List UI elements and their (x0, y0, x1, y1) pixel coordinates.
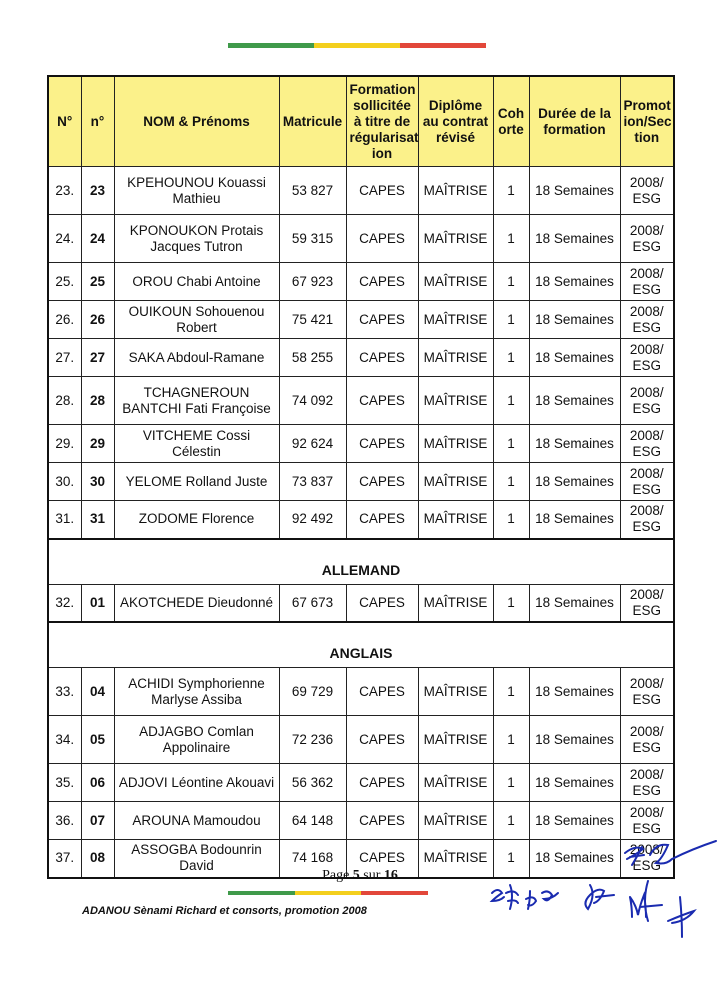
cell-diplome: MAÎTRISE (418, 463, 493, 501)
table-row (48, 339, 674, 377)
cell-duree: 18 Semaines (529, 463, 620, 501)
section-anglais (48, 622, 674, 668)
cell-formation: CAPES (346, 167, 418, 215)
cell-matricule: 59 315 (279, 215, 346, 263)
cell-n-global: 31. (48, 501, 81, 539)
cell-formation: CAPES (346, 501, 418, 539)
cell-n-global: 23. (48, 167, 81, 215)
cell-n-global: 34. (48, 716, 81, 764)
cell-n-local: 08 (81, 840, 114, 878)
cell-formation: CAPES (346, 584, 418, 622)
cell-promotion: 2008/ ESG (620, 215, 674, 263)
cell-promotion: 2008/ ESG (620, 840, 674, 878)
header-diplome: Diplôme au contrat révisé (418, 76, 493, 167)
cell-duree: 18 Semaines (529, 215, 620, 263)
cell-cohorte: 1 (493, 167, 529, 215)
cell-n-global: 24. (48, 215, 81, 263)
cell-formation: CAPES (346, 301, 418, 339)
page-total: 16 (383, 868, 398, 883)
cell-promotion: 2008/ ESG (620, 301, 674, 339)
cell-diplome: MAÎTRISE (418, 584, 493, 622)
cell-promotion: 2008/ ESG (620, 802, 674, 840)
cell-n-local: 25 (81, 263, 114, 301)
cell-duree: 18 Semaines (529, 301, 620, 339)
cell-duree: 18 Semaines (529, 425, 620, 463)
cell-n-global: 27. (48, 339, 81, 377)
footer-author: ADANOU Sènami Richard et consorts, promotion 2008 (82, 905, 367, 917)
cell-matricule: 92 624 (279, 425, 346, 463)
cell-cohorte: 1 (493, 377, 529, 425)
cell-diplome: MAÎTRISE (418, 668, 493, 716)
table-row (48, 377, 674, 425)
cell-n-local: 28 (81, 377, 114, 425)
cell-matricule: 72 236 (279, 716, 346, 764)
cell-n-global: 33. (48, 668, 81, 716)
cell-promotion: 2008/ ESG (620, 584, 674, 622)
cell-n-local: 29 (81, 425, 114, 463)
cell-name: AROUNA Mamoudou (114, 802, 279, 840)
cell-duree: 18 Semaines (529, 716, 620, 764)
cell-matricule: 58 255 (279, 339, 346, 377)
cell-n-local: 05 (81, 716, 114, 764)
table-row (48, 501, 674, 539)
cell-cohorte: 1 (493, 584, 529, 622)
table-body-group-a (48, 167, 674, 539)
cell-n-local: 06 (81, 764, 114, 802)
cell-cohorte: 1 (493, 425, 529, 463)
cell-name: ADJOVI Léontine Akouavi (114, 764, 279, 802)
cell-n-local: 26 (81, 301, 114, 339)
cell-cohorte: 1 (493, 463, 529, 501)
table-row (48, 263, 674, 301)
page-prefix: Page (322, 868, 353, 883)
cell-promotion: 2008/ ESG (620, 263, 674, 301)
cell-n-global: 26. (48, 301, 81, 339)
cell-cohorte: 1 (493, 301, 529, 339)
cell-duree: 18 Semaines (529, 167, 620, 215)
table-row (48, 463, 674, 501)
cell-formation: CAPES (346, 263, 418, 301)
cell-formation: CAPES (346, 668, 418, 716)
cell-cohorte: 1 (493, 263, 529, 301)
cell-n-local: 27 (81, 339, 114, 377)
cell-name: OROU Chabi Antoine (114, 263, 279, 301)
table-row (48, 716, 674, 764)
cell-formation: CAPES (346, 802, 418, 840)
cell-name: ASSOGBA Bodounrin David (114, 840, 279, 878)
cell-name: VITCHEME Cossi Célestin (114, 425, 279, 463)
cell-cohorte: 1 (493, 668, 529, 716)
cell-formation: CAPES (346, 716, 418, 764)
cell-name: YELOME Rolland Juste (114, 463, 279, 501)
cell-cohorte: 1 (493, 501, 529, 539)
cell-diplome: MAÎTRISE (418, 301, 493, 339)
cell-name: ZODOME Florence (114, 501, 279, 539)
table-row (48, 215, 674, 263)
cell-diplome: MAÎTRISE (418, 339, 493, 377)
cell-n-local: 30 (81, 463, 114, 501)
cell-n-local: 01 (81, 584, 114, 622)
cell-name: KPONOUKON Protais Jacques Tutron (114, 215, 279, 263)
flag-color-bar-bottom (228, 891, 428, 895)
header-n-global: N° (48, 76, 81, 167)
cell-promotion: 2008/ ESG (620, 764, 674, 802)
cell-duree: 18 Semaines (529, 802, 620, 840)
table-row (48, 584, 674, 622)
cell-matricule: 73 837 (279, 463, 346, 501)
cell-formation: CAPES (346, 339, 418, 377)
page-current: 5 (352, 868, 360, 883)
flag-red-stripe (400, 43, 486, 48)
cell-n-local: 07 (81, 802, 114, 840)
header-formation: Formation sollicitée à titre de régularisat ion (346, 76, 418, 167)
cell-duree: 18 Semaines (529, 263, 620, 301)
cell-diplome: MAÎTRISE (418, 425, 493, 463)
header-n-local: n° (81, 76, 114, 167)
cell-duree: 18 Semaines (529, 377, 620, 425)
cell-name: KPEHOUNOU Kouassi Mathieu (114, 167, 279, 215)
flag-green-stripe (228, 43, 314, 48)
header-matricule: Matricule (279, 76, 346, 167)
cell-promotion: 2008/ ESG (620, 167, 674, 215)
cell-diplome: MAÎTRISE (418, 377, 493, 425)
cell-formation: CAPES (346, 425, 418, 463)
cell-name: AKOTCHEDE Dieudonné (114, 584, 279, 622)
cell-n-global: 37. (48, 840, 81, 878)
cell-n-local: 24 (81, 215, 114, 263)
cell-formation: CAPES (346, 215, 418, 263)
cell-diplome: MAÎTRISE (418, 167, 493, 215)
cell-matricule: 92 492 (279, 501, 346, 539)
flag-yellow-stripe (295, 891, 362, 895)
cell-cohorte: 1 (493, 764, 529, 802)
section-title-allemand: ALLEMAND (48, 539, 674, 585)
cell-n-global: 32. (48, 584, 81, 622)
cell-promotion: 2008/ ESG (620, 463, 674, 501)
cell-diplome: MAÎTRISE (418, 716, 493, 764)
cell-name: ACHIDI Symphorienne Marlyse Assiba (114, 668, 279, 716)
cell-diplome: MAÎTRISE (418, 215, 493, 263)
cell-diplome: MAÎTRISE (418, 764, 493, 802)
cell-promotion: 2008/ ESG (620, 425, 674, 463)
flag-red-stripe (361, 891, 428, 895)
cell-diplome: MAÎTRISE (418, 263, 493, 301)
cell-promotion: 2008/ ESG (620, 339, 674, 377)
cell-matricule: 74 168 (279, 840, 346, 878)
beneficiaries-table (47, 75, 675, 879)
table-row (48, 301, 674, 339)
table-header-row (48, 76, 674, 167)
cell-duree: 18 Semaines (529, 339, 620, 377)
cell-matricule: 56 362 (279, 764, 346, 802)
cell-name: TCHAGNEROUN BANTCHI Fati Françoise (114, 377, 279, 425)
cell-duree: 18 Semaines (529, 668, 620, 716)
cell-cohorte: 1 (493, 802, 529, 840)
table-row (48, 764, 674, 802)
table-row (48, 802, 674, 840)
header-name: NOM & Prénoms (114, 76, 279, 167)
cell-n-global: 35. (48, 764, 81, 802)
cell-matricule: 67 673 (279, 584, 346, 622)
cell-formation: CAPES (346, 463, 418, 501)
cell-cohorte: 1 (493, 840, 529, 878)
cell-formation: CAPES (346, 840, 418, 878)
cell-n-global: 25. (48, 263, 81, 301)
cell-duree: 18 Semaines (529, 764, 620, 802)
cell-cohorte: 1 (493, 339, 529, 377)
cell-formation: CAPES (346, 377, 418, 425)
cell-n-global: 28. (48, 377, 81, 425)
flag-color-bar-top (228, 43, 486, 48)
cell-matricule: 67 923 (279, 263, 346, 301)
cell-promotion: 2008/ ESG (620, 501, 674, 539)
page-sep: sur (359, 868, 384, 883)
header-cohorte: Coh orte (493, 76, 529, 167)
cell-promotion: 2008/ ESG (620, 377, 674, 425)
cell-n-global: 30. (48, 463, 81, 501)
header-promotion: Promot ion/Sec tion (620, 76, 674, 167)
cell-promotion: 2008/ ESG (620, 716, 674, 764)
cell-cohorte: 1 (493, 716, 529, 764)
cell-matricule: 53 827 (279, 167, 346, 215)
cell-diplome: MAÎTRISE (418, 840, 493, 878)
cell-name: ADJAGBO Comlan Appolinaire (114, 716, 279, 764)
cell-cohorte: 1 (493, 215, 529, 263)
cell-n-local: 31 (81, 501, 114, 539)
table-body-group-b (48, 584, 674, 622)
cell-diplome: MAÎTRISE (418, 802, 493, 840)
cell-diplome: MAÎTRISE (418, 501, 493, 539)
cell-name: SAKA Abdoul-Ramane (114, 339, 279, 377)
cell-matricule: 64 148 (279, 802, 346, 840)
cell-n-global: 29. (48, 425, 81, 463)
section-allemand (48, 539, 674, 585)
handwritten-initials-icon (480, 835, 720, 945)
table-row (48, 167, 674, 215)
flag-yellow-stripe (314, 43, 400, 48)
flag-green-stripe (228, 891, 295, 895)
cell-matricule: 74 092 (279, 377, 346, 425)
cell-matricule: 69 729 (279, 668, 346, 716)
cell-n-global: 36. (48, 802, 81, 840)
header-duree: Durée de la formation (529, 76, 620, 167)
cell-duree: 18 Semaines (529, 584, 620, 622)
cell-n-local: 23 (81, 167, 114, 215)
cell-promotion: 2008/ ESG (620, 668, 674, 716)
table-row (48, 668, 674, 716)
cell-duree: 18 Semaines (529, 840, 620, 878)
table-row (48, 425, 674, 463)
cell-duree: 18 Semaines (529, 501, 620, 539)
cell-n-local: 04 (81, 668, 114, 716)
cell-formation: CAPES (346, 764, 418, 802)
section-title-anglais: ANGLAIS (48, 622, 674, 668)
cell-name: OUIKOUN Sohouenou Robert (114, 301, 279, 339)
cell-matricule: 75 421 (279, 301, 346, 339)
